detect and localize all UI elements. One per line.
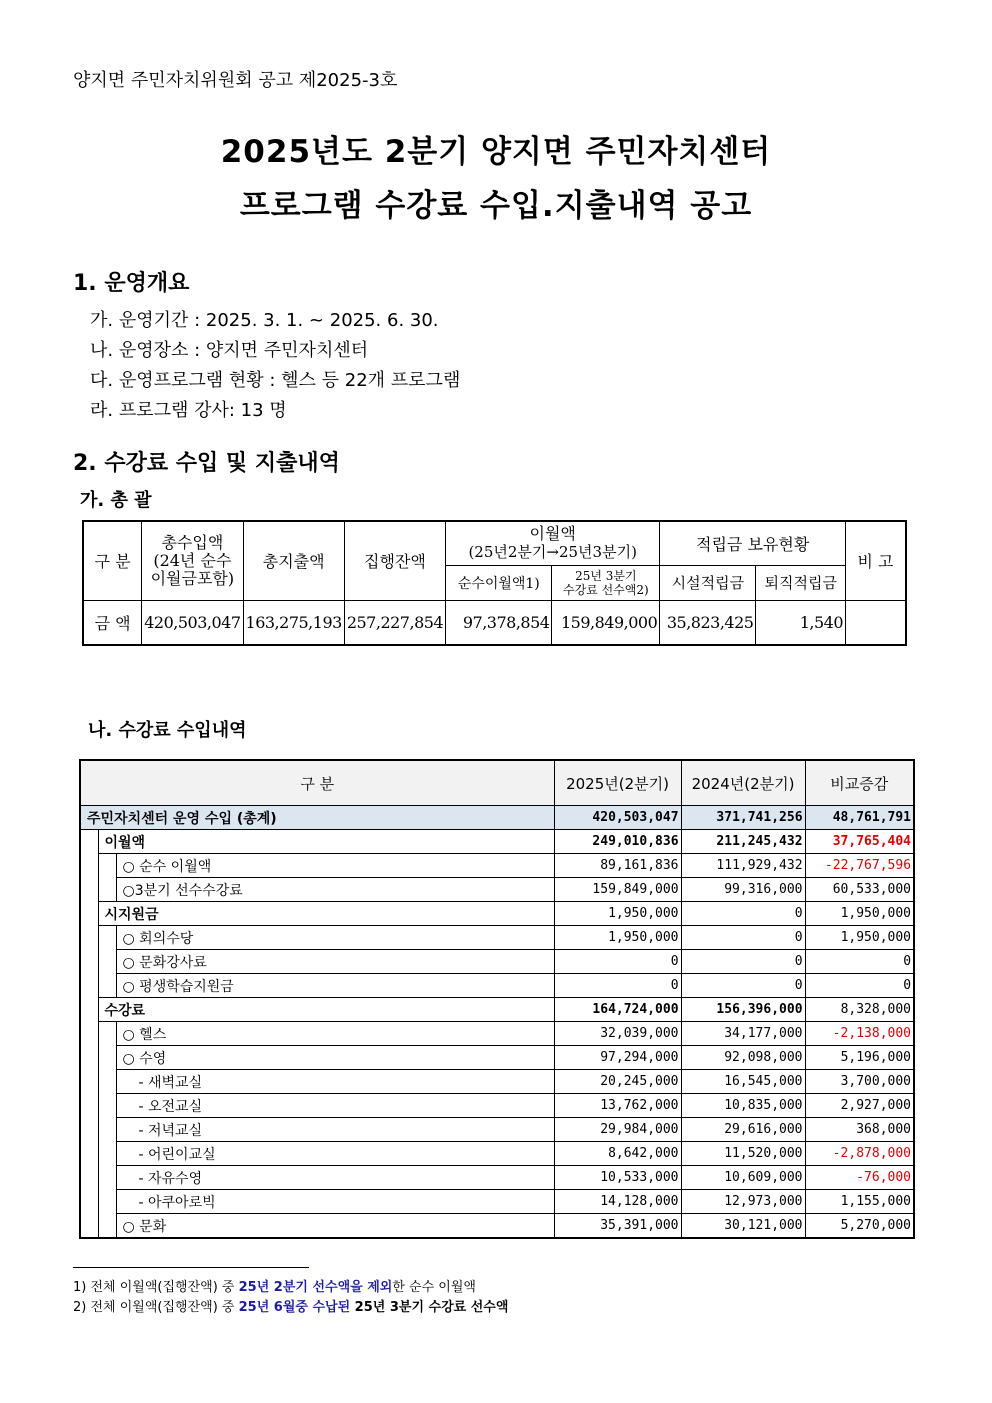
indent-cell bbox=[80, 878, 98, 902]
prepaid-label-1: 25년 3분기 bbox=[575, 568, 637, 583]
summary-retirement-reserve: 1,540 bbox=[756, 600, 846, 645]
income-header-diff: 비교증감 bbox=[805, 760, 914, 806]
row-2025: 35,391,000 bbox=[554, 1214, 681, 1239]
row-diff: 5,270,000 bbox=[805, 1214, 914, 1239]
row-2025: 8,642,000 bbox=[554, 1142, 681, 1166]
summary-table bbox=[82, 520, 907, 646]
indent-cell bbox=[80, 902, 98, 926]
row-2025: 32,039,000 bbox=[554, 1022, 681, 1046]
row-diff: 0 bbox=[805, 974, 914, 998]
row-label: ○3분기 선수수강료 bbox=[116, 878, 554, 902]
income-header-2024: 2024년(2분기) bbox=[681, 760, 805, 806]
row-diff: 8,328,000 bbox=[805, 998, 914, 1022]
table-row bbox=[80, 950, 914, 974]
table-row bbox=[80, 1142, 914, 1166]
row-2024: 16,545,000 bbox=[681, 1070, 805, 1094]
indent-cell bbox=[80, 1142, 98, 1166]
footnote-2-highlight: 25년 6월중 수납된 bbox=[238, 1300, 351, 1315]
income-total-row bbox=[80, 806, 914, 830]
row-2025: 249,010,836 bbox=[554, 830, 681, 854]
table-row bbox=[80, 1166, 914, 1190]
summary-subtitle: 가. 총 괄 bbox=[80, 490, 152, 511]
summary-total-income: 420,503,047 bbox=[142, 600, 243, 645]
indent-cell bbox=[98, 1022, 116, 1046]
footnote-divider bbox=[73, 1267, 309, 1268]
row-2024: 92,098,000 bbox=[681, 1046, 805, 1070]
row-diff: 60,533,000 bbox=[805, 878, 914, 902]
row-diff: -2,878,000 bbox=[805, 1142, 914, 1166]
row-2024: 10,609,000 bbox=[681, 1166, 805, 1190]
total-income-label-2: (24년 순수 bbox=[153, 550, 232, 570]
table-row bbox=[80, 1190, 914, 1214]
indent-cell bbox=[80, 1070, 98, 1094]
row-diff: -76,000 bbox=[805, 1166, 914, 1190]
summary-balance: 257,227,854 bbox=[344, 600, 445, 645]
summary-header-pure-carryover: 순수이월액1) bbox=[446, 565, 552, 600]
row-2024: 211,245,432 bbox=[681, 830, 805, 854]
table-row bbox=[80, 1022, 914, 1046]
footnote-2-text-c: 25년 3분기 수강료 선수액 bbox=[350, 1300, 509, 1315]
indent-cell bbox=[80, 1190, 98, 1214]
table-row bbox=[80, 998, 914, 1022]
row-2024: 0 bbox=[681, 974, 805, 998]
summary-header-retirement-reserve: 퇴직적립금 bbox=[756, 565, 846, 600]
table-row bbox=[80, 974, 914, 998]
indent-cell bbox=[98, 926, 116, 950]
row-diff: 1,950,000 bbox=[805, 902, 914, 926]
row-diff: -2,138,000 bbox=[805, 1022, 914, 1046]
indent-cell bbox=[98, 1190, 116, 1214]
table-row bbox=[80, 830, 914, 854]
summary-facility-reserve: 35,823,425 bbox=[660, 600, 756, 645]
row-2025: 14,128,000 bbox=[554, 1190, 681, 1214]
row-2024: 111,929,432 bbox=[681, 854, 805, 878]
row-2025: 1,950,000 bbox=[554, 902, 681, 926]
row-label: 수강료 bbox=[98, 998, 554, 1022]
row-label: ○ 문화강사료 bbox=[116, 950, 554, 974]
overview-place: 나. 운영장소 : 양지면 주민자치센터 bbox=[90, 340, 369, 361]
summary-note bbox=[846, 600, 906, 645]
footnote-1-text-c: 한 순수 이월액 bbox=[392, 1280, 476, 1295]
row-diff: 2,927,000 bbox=[805, 1094, 914, 1118]
row-label: - 어린이교실 bbox=[116, 1142, 554, 1166]
footnote-1-text-a: 1) 전체 이월액(집행잔액) 중 bbox=[73, 1280, 239, 1295]
row-label: - 아쿠아로빅 bbox=[116, 1190, 554, 1214]
indent-cell bbox=[98, 1166, 116, 1190]
row-2024: 0 bbox=[681, 950, 805, 974]
row-2025: 0 bbox=[554, 950, 681, 974]
indent-cell bbox=[80, 998, 98, 1022]
row-2025: 13,762,000 bbox=[554, 1094, 681, 1118]
income-total-2025: 420,503,047 bbox=[554, 806, 681, 830]
summary-pure-carryover: 97,378,854 bbox=[446, 600, 552, 645]
indent-cell bbox=[98, 878, 116, 902]
summary-row-label: 금 액 bbox=[83, 600, 142, 645]
row-label: 이월액 bbox=[98, 830, 554, 854]
indent-cell bbox=[98, 1094, 116, 1118]
carryover-period: (25년2분기→25년3분기) bbox=[468, 543, 637, 562]
indent-cell bbox=[80, 830, 98, 854]
income-total-label: 주민자치센터 운영 수입 (총계) bbox=[80, 806, 554, 830]
row-2025: 20,245,000 bbox=[554, 1070, 681, 1094]
table-row bbox=[80, 878, 914, 902]
row-2024: 11,520,000 bbox=[681, 1142, 805, 1166]
indent-cell bbox=[98, 1142, 116, 1166]
overview-period: 가. 운영기간 : 2025. 3. 1. ~ 2025. 6. 30. bbox=[90, 310, 439, 331]
indent-cell bbox=[80, 974, 98, 998]
row-label: ○ 헬스 bbox=[116, 1022, 554, 1046]
indent-cell bbox=[98, 974, 116, 998]
indent-cell bbox=[98, 854, 116, 878]
row-2024: 99,316,000 bbox=[681, 878, 805, 902]
summary-header-total-income bbox=[142, 521, 243, 600]
row-2025: 10,533,000 bbox=[554, 1166, 681, 1190]
indent-cell bbox=[80, 926, 98, 950]
total-income-label-3: 이월금포함) bbox=[150, 568, 235, 588]
income-table bbox=[79, 759, 915, 1239]
overview-instructors: 라. 프로그램 강사: 13 명 bbox=[90, 400, 287, 421]
row-diff: 37,765,404 bbox=[805, 830, 914, 854]
row-diff: 368,000 bbox=[805, 1118, 914, 1142]
table-row bbox=[80, 926, 914, 950]
row-2025: 159,849,000 bbox=[554, 878, 681, 902]
indent-cell bbox=[80, 950, 98, 974]
indent-cell bbox=[80, 1094, 98, 1118]
prepaid-label-2: 수강료 선수액2) bbox=[563, 582, 649, 597]
summary-total-expense: 163,275,193 bbox=[243, 600, 344, 645]
row-label: ○ 평생학습지원금 bbox=[116, 974, 554, 998]
table-row bbox=[80, 1094, 914, 1118]
section-1-heading: 1. 운영개요 bbox=[73, 271, 190, 296]
summary-prepaid: 159,849,000 bbox=[552, 600, 660, 645]
table-row bbox=[80, 1214, 914, 1239]
table-row bbox=[80, 1118, 914, 1142]
summary-header-total-expense: 총지출액 bbox=[243, 521, 344, 600]
indent-cell bbox=[98, 950, 116, 974]
indent-cell bbox=[80, 1166, 98, 1190]
row-diff: 5,196,000 bbox=[805, 1046, 914, 1070]
row-label: ○ 순수 이월액 bbox=[116, 854, 554, 878]
summary-header-note: 비 고 bbox=[846, 521, 906, 600]
summary-header-prepaid bbox=[552, 565, 660, 600]
row-2024: 0 bbox=[681, 926, 805, 950]
table-row bbox=[80, 1046, 914, 1070]
income-header-2025: 2025년(2분기) bbox=[554, 760, 681, 806]
row-label: - 자유수영 bbox=[116, 1166, 554, 1190]
total-income-label-1: 총수입액 bbox=[161, 532, 224, 552]
footnote-1-highlight: 25년 2분기 선수액을 제외 bbox=[238, 1280, 393, 1295]
row-2025: 89,161,836 bbox=[554, 854, 681, 878]
row-label: - 오전교실 bbox=[116, 1094, 554, 1118]
notice-number: 양지면 주민자치위원회 공고 제2025-3호 bbox=[73, 70, 398, 91]
row-label: - 새벽교실 bbox=[116, 1070, 554, 1094]
footnote-2 bbox=[73, 1296, 508, 1315]
table-row bbox=[80, 854, 914, 878]
summary-header-reserve: 적립금 보유현황 bbox=[660, 521, 846, 565]
indent-cell bbox=[80, 1022, 98, 1046]
indent-cell bbox=[98, 1046, 116, 1070]
row-2024: 34,177,000 bbox=[681, 1022, 805, 1046]
indent-cell bbox=[80, 1046, 98, 1070]
indent-cell bbox=[98, 1070, 116, 1094]
row-2024: 12,973,000 bbox=[681, 1190, 805, 1214]
overview-programs: 다. 운영프로그램 현황 : 헬스 등 22개 프로그램 bbox=[90, 370, 461, 391]
indent-cell bbox=[80, 854, 98, 878]
title-line-2: 프로그램 수강료 수입.지출내역 공고 bbox=[239, 188, 753, 224]
row-diff: 1,950,000 bbox=[805, 926, 914, 950]
summary-header-carryover bbox=[446, 521, 660, 565]
income-subtitle: 나. 수강료 수입내역 bbox=[88, 720, 247, 741]
row-2024: 156,396,000 bbox=[681, 998, 805, 1022]
income-total-2024: 371,741,256 bbox=[681, 806, 805, 830]
section-2-heading: 2. 수강료 수입 및 지출내역 bbox=[73, 451, 340, 476]
summary-header-facility-reserve: 시설적립금 bbox=[660, 565, 756, 600]
indent-cell bbox=[80, 1118, 98, 1142]
row-diff: 0 bbox=[805, 950, 914, 974]
summary-header-balance: 집행잔액 bbox=[344, 521, 445, 600]
summary-header-category: 구 분 bbox=[83, 521, 142, 600]
row-2024: 30,121,000 bbox=[681, 1214, 805, 1239]
footnote-1 bbox=[73, 1276, 476, 1295]
indent-cell bbox=[98, 1118, 116, 1142]
row-2025: 1,950,000 bbox=[554, 926, 681, 950]
footnote-2-text-a: 2) 전체 이월액(집행잔액) 중 bbox=[73, 1300, 239, 1315]
carryover-label: 이월액 bbox=[529, 524, 576, 544]
income-header-category: 구 분 bbox=[80, 760, 554, 806]
row-label: 시지원금 bbox=[98, 902, 554, 926]
row-label: ○ 회의수당 bbox=[116, 926, 554, 950]
row-2024: 0 bbox=[681, 902, 805, 926]
row-label: ○ 문화 bbox=[116, 1214, 554, 1239]
row-diff: 1,155,000 bbox=[805, 1190, 914, 1214]
income-total-diff: 48,761,791 bbox=[805, 806, 914, 830]
row-label: - 저녁교실 bbox=[116, 1118, 554, 1142]
row-2025: 29,984,000 bbox=[554, 1118, 681, 1142]
row-label: ○ 수영 bbox=[116, 1046, 554, 1070]
row-2024: 29,616,000 bbox=[681, 1118, 805, 1142]
table-row bbox=[80, 902, 914, 926]
row-2024: 10,835,000 bbox=[681, 1094, 805, 1118]
row-2025: 97,294,000 bbox=[554, 1046, 681, 1070]
title-line-1: 2025년도 2분기 양지면 주민자치센터 bbox=[220, 134, 772, 170]
indent-cell bbox=[98, 1214, 116, 1239]
table-row bbox=[80, 1070, 914, 1094]
row-diff: 3,700,000 bbox=[805, 1070, 914, 1094]
indent-cell bbox=[80, 1214, 98, 1239]
row-diff: -22,767,596 bbox=[805, 854, 914, 878]
row-2025: 164,724,000 bbox=[554, 998, 681, 1022]
row-2025: 0 bbox=[554, 974, 681, 998]
